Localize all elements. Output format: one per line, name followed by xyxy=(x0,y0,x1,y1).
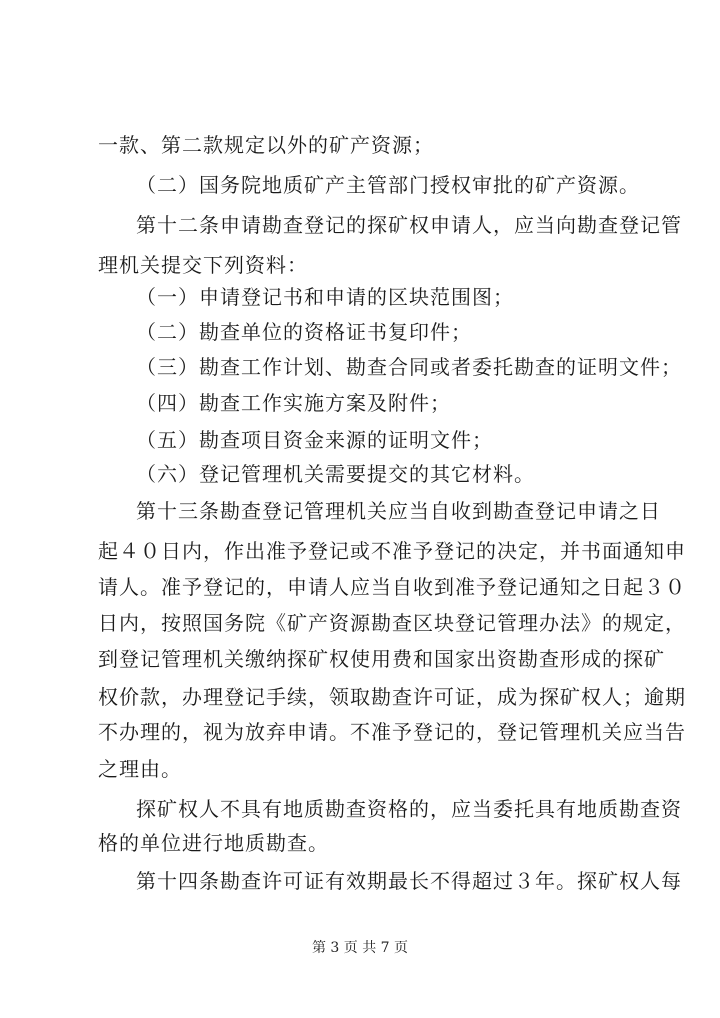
text-line: 权价款，办理登记手续，领取勘查许可证，成为探矿权人；逾期 xyxy=(98,685,686,709)
text-line: （五）勘查项目资金来源的证明文件； xyxy=(136,428,493,452)
text-line: （二）勘查单位的资格证书复印件； xyxy=(136,320,472,344)
text-line: 一款、第二款规定以外的矿产资源； xyxy=(98,133,434,157)
text-line: 探矿权人不具有地质勘查资格的，应当委托具有地质勘查资 xyxy=(136,797,682,821)
text-line: 之理由。 xyxy=(98,757,182,781)
text-line: 理机关提交下列资料： xyxy=(98,253,308,277)
text-line: 起４０日内，作出准予登记或不准予登记的决定，并书面通知申 xyxy=(98,539,686,563)
text-line: 格的单位进行地质勘查。 xyxy=(98,831,329,855)
text-line: （六）登记管理机关需要提交的其它材料。 xyxy=(136,462,535,486)
text-line: 日内，按照国务院《矿产资源勘查区块登记管理办法》的规定， xyxy=(98,611,686,635)
text-line: 不办理的，视为放弃申请。不准予登记的，登记管理机关应当告 xyxy=(98,720,686,744)
text-line: 第十四条勘查许可证有效期最长不得超过３年。探矿权人每 xyxy=(136,869,682,893)
text-line: 到登记管理机关缴纳探矿权使用费和国家出资勘查形成的探矿 xyxy=(98,647,665,671)
page-number-footer: 第 3 页 共 7 页 xyxy=(311,940,409,956)
text-line: （三）勘查工作计划、勘查合同或者委托勘查的证明文件； xyxy=(136,355,682,379)
text-line: （一）申请登记书和申请的区块范围图； xyxy=(136,285,514,309)
text-line: 请人。准予登记的，申请人应当自收到准予登记通知之日起３０ xyxy=(98,575,686,599)
text-line: （二）国务院地质矿产主管部门授权审批的矿产资源。 xyxy=(136,173,640,197)
text-line: （四）勘查工作实施方案及附件； xyxy=(136,391,451,415)
text-line: 第十三条勘查登记管理机关应当自收到勘查登记申请之日 xyxy=(136,499,661,523)
text-line: 第十二条申请勘查登记的探矿权申请人，应当向勘查登记管 xyxy=(136,213,682,237)
